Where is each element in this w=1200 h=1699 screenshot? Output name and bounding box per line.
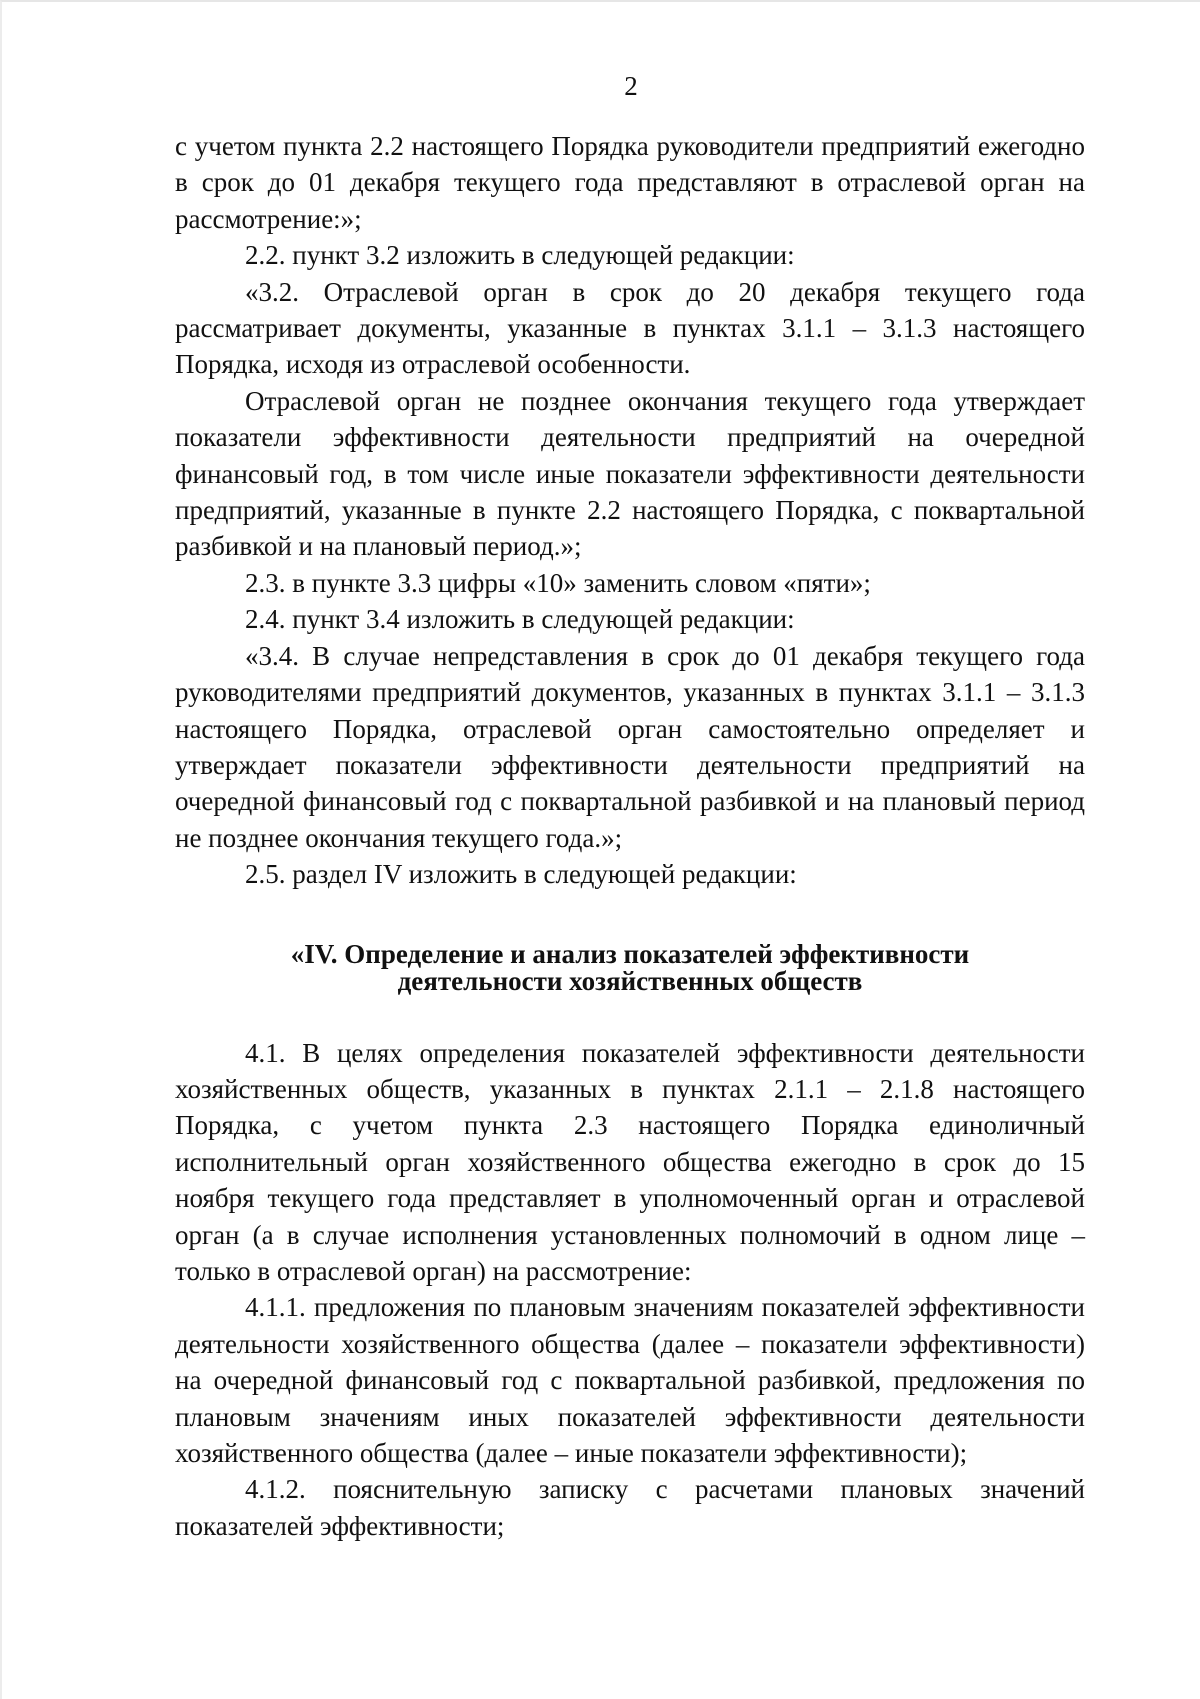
paragraph: «3.2. Отраслевой орган в срок до 20 декабря текущего года рассматривает документы, указанные в пунктах 3.1.1 – 3.1.3 настоящего Порядка, исходя из отраслевой особенности. (175, 276, 1085, 380)
paragraph: Отраслевой орган не позднее окончания текущего года утверждает показатели эффективности деятельности предприятий на очередной финансовый год, в том числе иные показатели эффективности деятельности предприятий, указанные в пункте 2.2 настоящего Порядка, с поквартальной разбивкой и на плановый период.»; (175, 385, 1085, 562)
paragraph: 2.4. пункт 3.4 изложить в следующей редакции: (245, 604, 795, 635)
paragraph: 4.1.2. пояснительную записку с расчетами плановых значений показателей эффективности; (175, 1474, 1085, 1541)
paragraph: 2.2. пункт 3.2 изложить в следующей редакции: (245, 240, 795, 271)
paragraph: с учетом пункта 2.2 настоящего Порядка руководители предприятий ежегодно в срок до 01 декабря текущего года представляют в отраслевой орган на рассмотрение:»; (175, 131, 1085, 234)
paragraph: «3.4. В случае непредставления в срок до 01 декабря текущего года руководителями предприятий документов, указанных в пунктах 3.1.1 – 3.1.3 настоящего Порядка, отраслевой орган самостоятельно определяет и утверждает показатели эффективности деятельности предприятий на очередной финансовый год с поквартальной разбивкой и на плановый период не позднее окончания текущего года.»; (175, 640, 1085, 853)
page-number: 2 (624, 71, 638, 101)
paragraph: 2.3. в пункте 3.3 цифры «10» заменить словом «пяти»; (245, 567, 871, 598)
section-heading (175, 938, 1085, 996)
section-heading-line: «IV. Определение и анализ показателей эффективности (290, 938, 970, 969)
section-heading-line: деятельности хозяйственных обществ (397, 965, 863, 996)
paragraph: 4.1. В целях определения показателей эффективности деятельности хозяйственных обществ, указанных в пунктах 2.1.1 – 2.1.8 настоящего Порядка, с учетом пункта 2.3 настоящего Порядка единоличный исполнительный орган хозяйственного общества ежегодно в срок до 15 ноября текущего года представляет в уполномоченный орган и отраслевой орган (а в случае исполнения установленных полномочий в одном лице – только в отраслевой орган) на рассмотрение: (175, 1037, 1085, 1286)
document-body (175, 128, 1085, 1544)
paragraph: 2.5. раздел IV изложить в следующей редакции: (245, 859, 797, 890)
paragraph: 4.1.1. предложения по плановым значениям показателей эффективности деятельности хозяйственного общества (далее – показатели эффективности) на очередной финансовый год с поквартальной разбивкой, предложения по плановым значениям иных показателей эффективности деятельности хозяйственного общества (далее – иные показатели эффективности); (175, 1292, 1085, 1468)
